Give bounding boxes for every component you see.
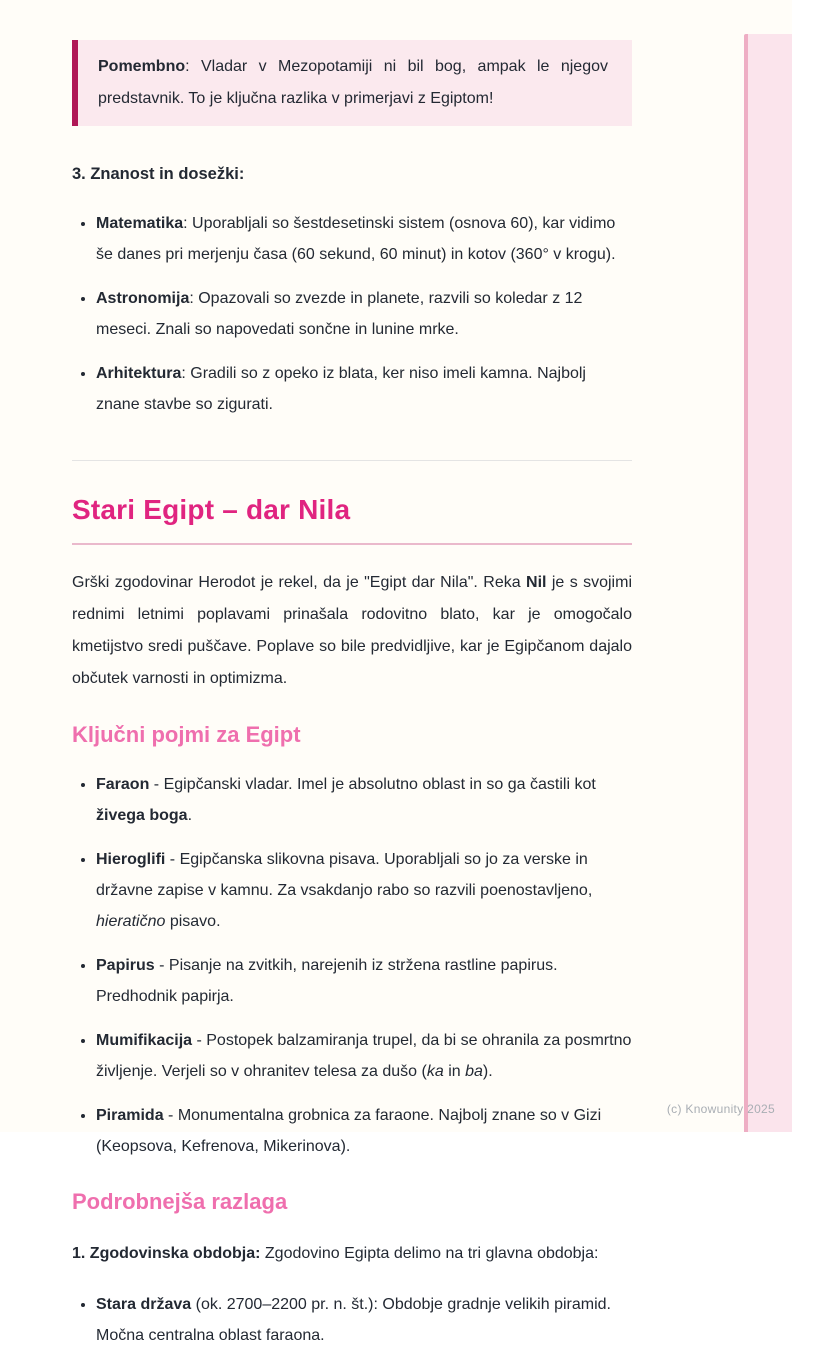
watermark: (c) Knowunity 2025 <box>666 1102 775 1116</box>
list-item-stara-drzava: • Stara država (ok. 2700–2200 pr. n. št.): Obdobje gradnje velikih piramid. Močna centralna oblast faraona. <box>96 1289 632 1351</box>
key-terms-list <box>72 769 632 1162</box>
periods-intro: 1. Zgodovinska obdobja: Zgodovino Egipta delimo na tri glavna obdobja: <box>72 1245 599 1262</box>
science-section-heading: 3. Znanost in dosežki: <box>72 165 245 183</box>
important-callout-text: Pomembno: Vladar v Mezopotamiji ni bil bog, ampak le njegov predstavnik. To je ključna razlika v primerjavi z Egiptom! <box>98 58 608 107</box>
list-item-papirus: • Papirus - Pisanje na zvitkih, narejenih iz stržena rastline papirus. Predhodnik papirja. <box>96 950 632 1012</box>
key-terms-heading: Ključni pojmi za Egipt <box>72 722 301 747</box>
list-item-hieroglifi: • Hieroglifi - Egipčanska slikovna pisava. Uporabljali so jo za verske in državne zapise v kamnu. Za vsakdanjo rabo so razvili poenostavljeno, hieratično pisavo. <box>96 844 632 937</box>
list-item-faraon: • Faraon - Egipčanski vladar. Imel je absolutno oblast in so ga častili kot živega boga. <box>96 769 632 831</box>
list-item-mumifikacija: • Mumifikacija - Postopek balzamiranja trupel, da bi se ohranila za posmrtno življenje. Verjeli so v ohranitev telesa za dušo (ka in ba). <box>96 1025 632 1087</box>
section-divider <box>72 460 632 461</box>
list-item-matematika: • Matematika: Uporabljali so šestdesetinski sistem (osnova 60), kar vidimo še danes pri merjenju časa (60 sekund, 60 minut) in kotov (360° v krogu). <box>96 208 632 270</box>
important-callout <box>72 40 632 126</box>
list-item-piramida: • Piramida - Monumentalna grobnica za faraone. Najbolj znane so v Gizi (Keopsova, Kefrenova, Mikerinova). <box>96 1100 632 1162</box>
list-item-astronomija: • Astronomija: Opazovali so zvezde in planete, razvili so koledar z 12 meseci. Znali so napovedati sončne in lunine mrke. <box>96 283 632 345</box>
science-list <box>72 208 632 420</box>
detail-heading: Podrobnejša razlaga <box>72 1189 288 1214</box>
right-edge-decoration <box>744 34 792 1132</box>
list-item-arhitektura: • Arhitektura: Gradili so z opeko iz blata, ker niso imeli kamna. Najbolj znane stavbe so zigurati. <box>96 358 632 420</box>
periods-list <box>72 1289 632 1351</box>
egypt-intro-paragraph: Grški zgodovinar Herodot je rekel, da je "Egipt dar Nila". Reka Nil je s svojimi rednimi letnimi poplavami prinašala rodovitno blato, kar je omogočalo kmetijstvo sredi puščave. Poplave so bile predvidljive, kar je Egipčanom dajalo občutek varnosti in optimizma. <box>72 574 632 687</box>
egypt-title: Stari Egipt – dar Nila <box>72 493 632 545</box>
